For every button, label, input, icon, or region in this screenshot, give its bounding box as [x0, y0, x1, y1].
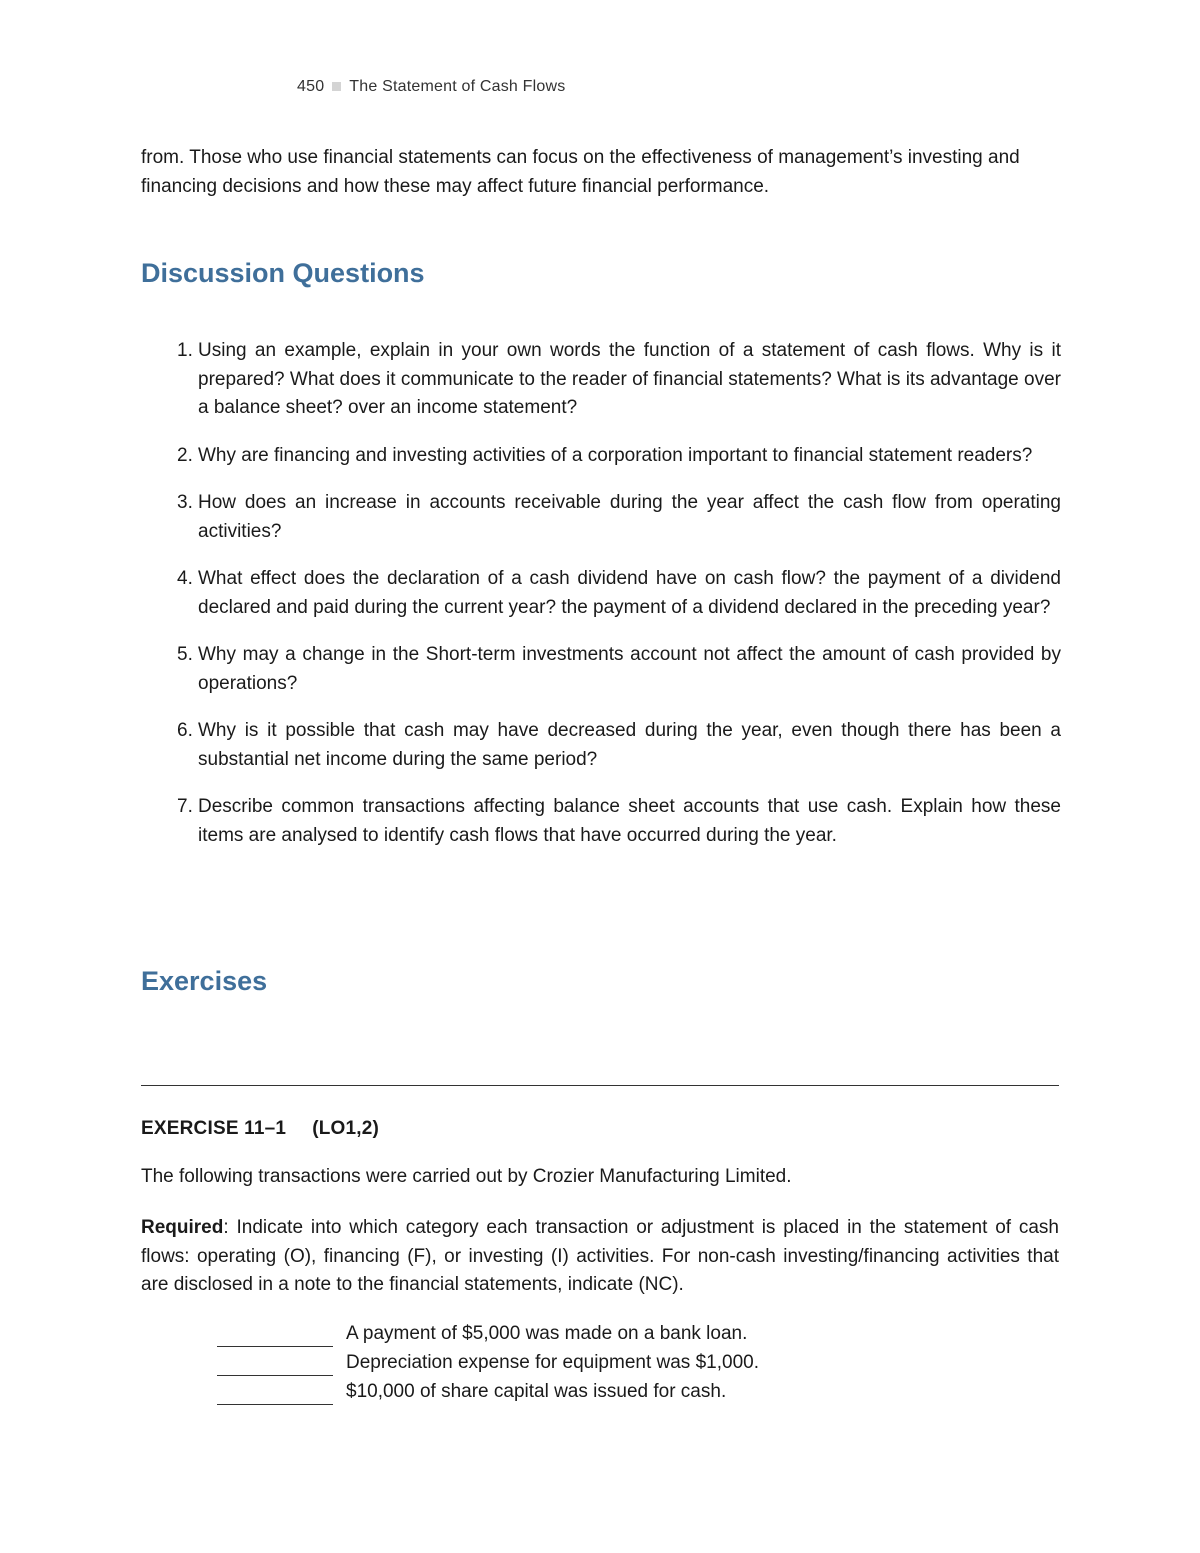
question-text: How does an increase in accounts receivable during the year affect the cash flow from operating activities?	[198, 492, 1061, 542]
intro-paragraph: from. Those who use financial statements can focus on the effectiveness of management’s investing and financing decisions and how these may affect future financial performance.	[141, 147, 1020, 197]
answer-blank[interactable]	[217, 1349, 333, 1376]
question-text: Using an example, explain in your own words the function of a statement of cash flows. Why is it prepared? What does it communicate to the reader of financial statements? What is its advantage over a balance sheet? over an income statement?	[198, 340, 1061, 418]
discussion-question-list	[141, 337, 1061, 869]
discussion-question-4	[141, 565, 1061, 622]
discussion-questions-heading: Discussion Questions	[141, 258, 425, 288]
answer-blank[interactable]	[217, 1320, 333, 1347]
exercise-number: EXERCISE 11–1	[141, 1118, 287, 1139]
question-number: 3.	[177, 492, 193, 513]
required-instructions	[141, 1214, 1059, 1300]
exercise-intro: The following transactions were carried out by Crozier Manufacturing Limited.	[141, 1166, 792, 1187]
discussion-question-7	[141, 793, 1061, 850]
transaction-text: Depreciation expense for equipment was $1,000.	[346, 1352, 759, 1373]
question-number: 6.	[177, 720, 193, 741]
answer-blank[interactable]	[217, 1378, 333, 1405]
transaction-list	[217, 1318, 759, 1405]
question-number: 7.	[177, 796, 193, 817]
discussion-question-1	[141, 337, 1061, 423]
transaction-text: A payment of $5,000 was made on a bank loan.	[346, 1323, 748, 1344]
question-number: 4.	[177, 568, 193, 589]
exercises-heading: Exercises	[141, 966, 268, 996]
horizontal-rule	[141, 1085, 1059, 1086]
learning-objectives: (LO1,2)	[312, 1118, 380, 1139]
running-title: The Statement of Cash Flows	[349, 78, 566, 95]
question-text: Why may a change in the Short-term investments account not affect the amount of cash provided by operations?	[198, 644, 1061, 694]
separator-square-icon	[332, 82, 341, 91]
running-head	[297, 78, 565, 96]
required-label: Required	[141, 1217, 224, 1238]
question-number: 1.	[177, 340, 193, 361]
discussion-question-3	[141, 489, 1061, 546]
question-number: 5.	[177, 644, 193, 665]
question-text: What effect does the declaration of a cash dividend have on cash flow? the payment of a dividend declared and paid during the current year? the payment of a dividend declared in the preceding year?	[198, 568, 1061, 618]
discussion-question-5	[141, 641, 1061, 698]
discussion-question-2	[141, 442, 1061, 471]
transaction-item	[217, 1376, 759, 1405]
question-number: 2.	[177, 444, 193, 466]
question-text: Why is it possible that cash may have decreased during the year, even though there has been a substantial net income during the same period?	[198, 720, 1061, 770]
page-number: 450	[297, 78, 325, 95]
transaction-item	[217, 1318, 759, 1347]
transaction-item	[217, 1347, 759, 1376]
question-text: Describe common transactions affecting balance sheet accounts that use cash. Explain how these items are analysed to identify cash flows that have occurred during the year.	[198, 796, 1061, 846]
exercise-title	[141, 1118, 379, 1140]
transaction-text: $10,000 of share capital was issued for cash.	[346, 1381, 727, 1402]
discussion-question-6	[141, 717, 1061, 774]
question-text: Why are financing and investing activities of a corporation important to financial statement readers?	[198, 444, 1033, 466]
required-text: : Indicate into which category each transaction or adjustment is placed in the statement of cash flows: operating (O), financing (F), or investing (I) activities. For non-cash investing/financing activities that are disclosed in a note to the financial statements, indicate (NC).	[141, 1217, 1059, 1295]
